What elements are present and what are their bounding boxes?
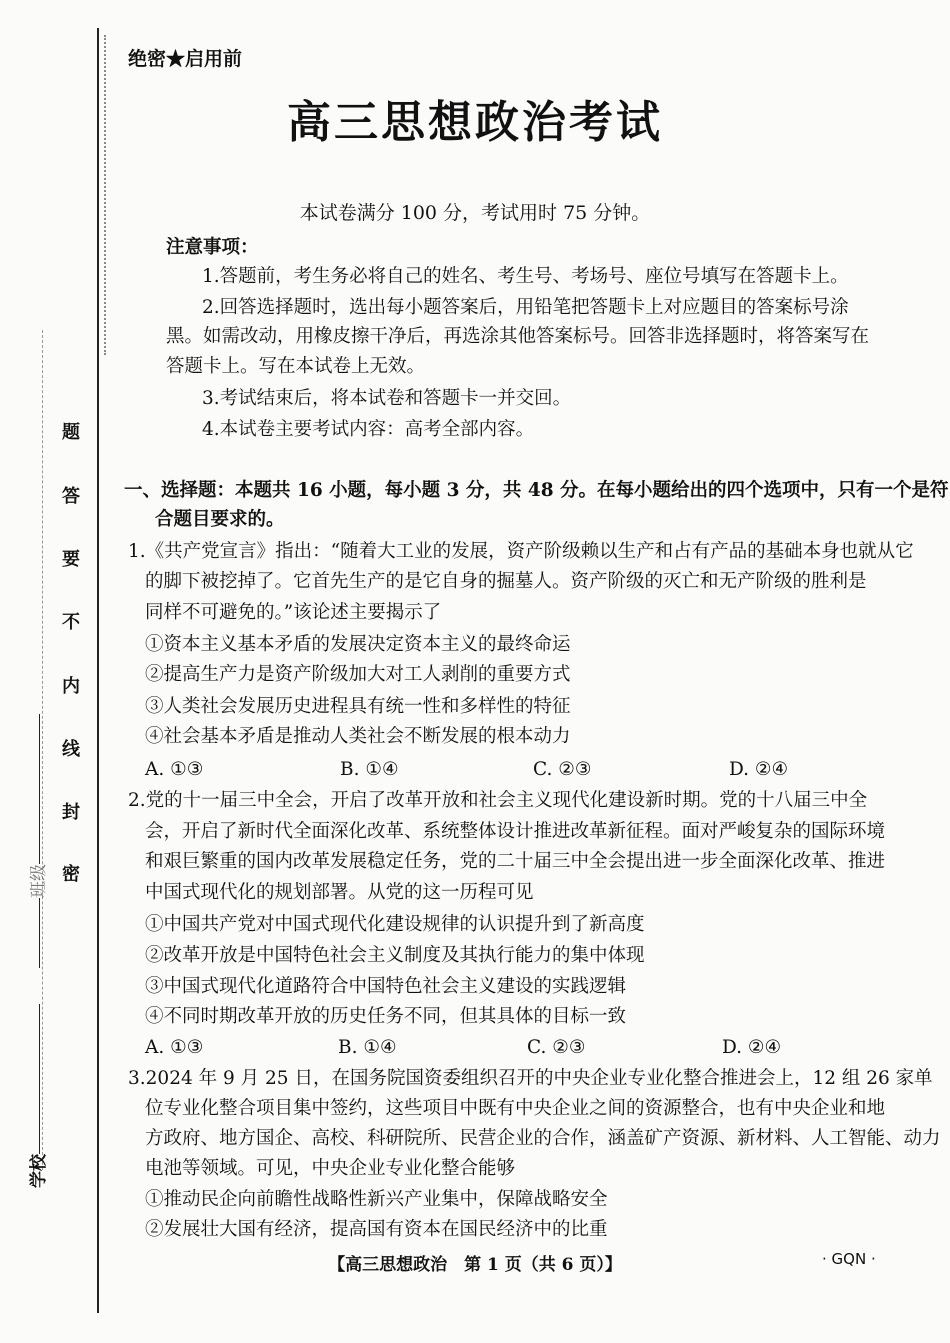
statement-item: ②提高生产力是资产阶级加大对工人剥削的重要方式 xyxy=(145,664,571,685)
seal-char: 封 xyxy=(62,802,80,823)
note-line: 1.答题前，考生务必将自己的姓名、考生号、考场号、座位号填写在答题卡上。 xyxy=(202,266,849,287)
statement-item: ③人类社会发展历史进程具有统一性和多样性的特征 xyxy=(145,696,571,717)
statement-item: ②改革开放是中国特色社会主义制度及其执行能力的集中体现 xyxy=(145,945,645,966)
seal-char: 题 xyxy=(62,422,80,443)
note-line: 3.考试结束后，将本试卷和答题卡一并交回。 xyxy=(202,388,572,409)
seal-char: 密 xyxy=(62,864,80,885)
question-stem: 2.党的十一届三中全会，开启了改革开放和社会主义现代化建设新时期。党的十八届三中全 xyxy=(128,790,868,811)
page-title: 高三思想政治考试 xyxy=(287,97,663,148)
statement-item: ①推动民企向前瞻性战略性新兴产业集中，保障战略安全 xyxy=(145,1189,608,1210)
section-heading-cont: 合题目要求的。 xyxy=(155,509,285,530)
statement-item: ①中国共产党对中国式现代化建设规律的认识提升到了新高度 xyxy=(145,914,645,935)
section-heading: 一、选择题：本题共 16 小题，每小题 3 分，共 48 分。在每小题给出的四个选项中，只有一个是符 xyxy=(124,480,949,501)
statement-item: ②发展壮大国有经济，提高国有资本在国民经济中的比重 xyxy=(145,1219,608,1240)
note-line: 4.本试卷主要考试内容：高考全部内容。 xyxy=(202,419,535,440)
paper-code: · GQN · xyxy=(822,1250,876,1268)
class-label: 班级 xyxy=(29,864,49,898)
seal-char: 不 xyxy=(62,612,80,633)
score-line: 本试卷满分 100 分，考试用时 75 分钟。 xyxy=(299,202,651,224)
binding-dotted-line xyxy=(104,35,106,355)
question-stem: 方政府、地方国企、高校、科研院所、民营企业的合作，涵盖矿产资源、新材料、人工智能、动力 xyxy=(145,1128,941,1149)
question-stem: 电池等领域。可见，中央企业专业化整合能够 xyxy=(145,1158,516,1179)
statement-item: ④社会基本矛盾是推动人类社会不断发展的根本动力 xyxy=(145,726,571,747)
question-stem: 3.2024 年 9 月 25 日，在国务院国资委组织召开的中央企业专业化整合推进会上，12 组 26 家单 xyxy=(128,1068,933,1089)
class-field xyxy=(24,714,49,968)
option-c: C. ②③ xyxy=(533,759,592,780)
option-b: B. ①④ xyxy=(338,1037,397,1058)
option-a: A. ①③ xyxy=(145,1037,204,1058)
question-stem: 中国式现代化的规划部署。从党的这一历程可见 xyxy=(145,882,534,903)
statement-item: ①资本主义基本矛盾的发展决定资本主义的最终命运 xyxy=(145,634,571,655)
seal-char: 要 xyxy=(62,549,80,570)
statement-item: ③中国式现代化道路符合中国特色社会主义建设的实践逻辑 xyxy=(145,976,627,997)
school-blank[interactable] xyxy=(39,1004,40,1154)
question-stem: 位专业化整合项目集中签约，这些项目中既有中央企业之间的资源整合，也有中央企业和地 xyxy=(145,1098,886,1119)
page-footer: 【高三思想政治 第 1 页（共 6 页）】 xyxy=(328,1255,622,1275)
school-label: 学校 xyxy=(29,1154,49,1188)
statement-item: ④不同时期改革开放的历史任务不同，但其具体的目标一致 xyxy=(145,1006,627,1027)
option-b: B. ①④ xyxy=(340,759,399,780)
seal-char: 线 xyxy=(62,739,80,760)
question-stem: 同样不可避免的。”该论述主要揭示了 xyxy=(145,602,442,623)
class-blank-2[interactable] xyxy=(39,714,40,864)
option-d: D. ②④ xyxy=(729,759,789,780)
note-line: 2.回答选择题时，选出每小题答案后，用铅笔把答题卡上对应题目的答案标号涂 xyxy=(202,297,849,318)
option-d: D. ②④ xyxy=(722,1037,782,1058)
secrecy-label: 绝密★启用前 xyxy=(128,48,243,70)
notes-heading: 注意事项： xyxy=(166,237,259,258)
seal-char: 答 xyxy=(62,486,80,507)
option-a: A. ①③ xyxy=(145,759,204,780)
school-field xyxy=(24,1004,49,1188)
class-blank[interactable] xyxy=(39,898,40,968)
question-stem: 的脚下被挖掉了。它首先生产的是它自身的掘墓人。资产阶级的灭亡和无产阶级的胜利是 xyxy=(145,571,867,592)
option-c: C. ②③ xyxy=(527,1037,586,1058)
question-stem: 会，开启了新时代全面深化改革、系统整体设计推进改革新征程。面对严峻复杂的国际环境 xyxy=(145,821,886,842)
question-stem: 和艰巨繁重的国内改革发展稳定任务，党的二十届三中全会提出进一步全面深化改革、推进 xyxy=(145,851,886,872)
question-stem: 1.《共产党宣言》指出：“随着大工业的发展，资产阶级赖以生产和占有产品的基础本身也就从它 xyxy=(128,541,914,562)
note-line: 答题卡上。写在本试卷上无效。 xyxy=(166,356,426,377)
note-line: 黑。如需改动，用橡皮擦干净后，再选涂其他答案标号。回答非选择题时，将答案写在 xyxy=(166,326,870,347)
seal-char: 内 xyxy=(62,676,80,697)
